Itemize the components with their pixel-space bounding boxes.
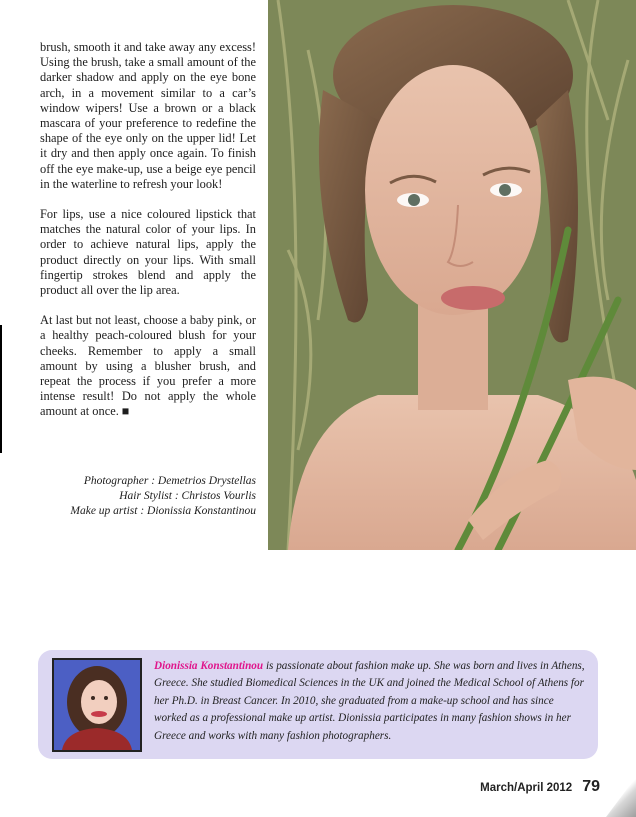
- author-portrait-illustration: [54, 660, 140, 750]
- makeup-artist-credit: Make up artist : Dionissia Konstantinou: [70, 505, 256, 517]
- article-body: [40, 40, 256, 435]
- page-curl-corner: [606, 777, 636, 817]
- issue-date: March/April 2012: [480, 782, 573, 794]
- author-name: Dionissia Konstantinou: [154, 660, 264, 672]
- author-bio-description: is passionate about fashion make up. She was born and lives in Athens, Greece. She studied Biomedical Sciences in the UK and joined the Medical School of Athens for her Ph.D. in Breast Cancer. In 2010, she graduated from a make-up school and has since worked as a professional make up artist. Dionissia participates in many fashion shows in her Greece and works with many fashion photographers.: [154, 660, 585, 742]
- article-paragraph-2: For lips, use a nice coloured lipstick that matches the natural color of your lips. In order to achieve natural lips, apply the product directly on your lips. With small fingertip strokes blend and apply the product all over the lip area.: [40, 207, 256, 298]
- author-bio-box: [38, 650, 598, 759]
- margin-rule: [0, 325, 2, 453]
- article-paragraph-1: brush, smooth it and take away any excess! Using the brush, take a small amount of the darker shadow and apply on the eye bone arch, in a movement similar to a car’s window wipers! Use a brown or a black mascara of your preference to redefine the shape of the eye only on the upper lid! Let it dry and then apply once again. To finish off the eye make-up, use a beige eye pencil in the waterline to refresh your look!: [40, 40, 256, 191]
- article-paragraph-3: At last but not least, choose a baby pink, or a healthy peach-coloured blush for your cheeks. Remember to apply a small amount by using a blusher brush, and repeat the process if you prefer a more intense result! Do not apply the whole amount at once. ■: [40, 313, 256, 419]
- model-portrait-illustration: [268, 0, 636, 550]
- model-photo: [268, 0, 636, 550]
- photo-credits: [40, 474, 256, 519]
- author-avatar: [52, 658, 142, 752]
- photographer-credit: Photographer : Demetrios Drystellas: [83, 475, 256, 487]
- hair-stylist-credit: Hair Stylist : Christos Vourlis: [119, 490, 256, 502]
- page-footer: [480, 778, 600, 796]
- author-bio-text: [154, 658, 588, 745]
- page-number: 79: [582, 778, 600, 795]
